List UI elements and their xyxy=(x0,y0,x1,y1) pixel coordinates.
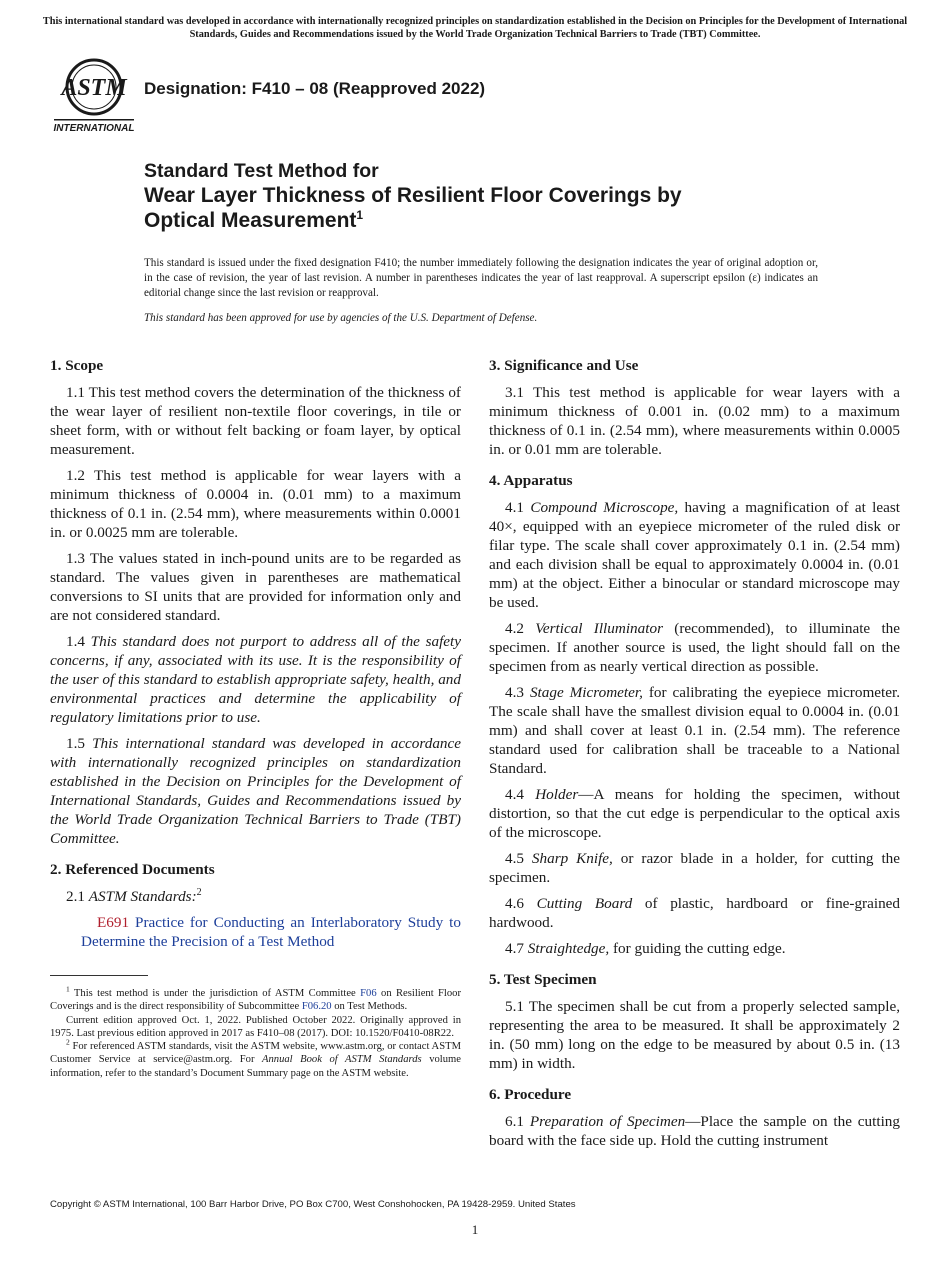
designation: Designation: F410 – 08 (Reapproved 2022) xyxy=(144,79,486,98)
paragraph-text: (recommended), to illuminate the specimen. If another source is used, the light should fall on the specimen from as nearly vertical direction as possible. xyxy=(489,620,900,675)
section-heading-scope: 1. Scope xyxy=(50,357,104,374)
committee-f06-link[interactable]: F06 xyxy=(360,988,377,999)
footnote-text: volume information, refer to the standard’s Document Summary page on the ASTM website. xyxy=(50,1054,461,1079)
copyright-notice: Copyright © ASTM International, 100 Barr Harbor Drive, PO Box C700, West Conshohocken, PA 19428-2959. United States xyxy=(50,1199,576,1210)
paragraph-number: 1.5 xyxy=(66,735,93,752)
section-heading-procedure: 6. Procedure xyxy=(489,1086,572,1103)
footnote-italic-text: Annual Book of ASTM Standards xyxy=(262,1054,422,1066)
paragraph-number: 4.6 xyxy=(505,895,537,912)
document-title xyxy=(144,160,824,233)
paragraph-number: 4.2 xyxy=(505,620,536,637)
paragraph-text: having a magnification of at least 40×, equipped with an eyepiece micrometer of the ruled disk or filar type. The scale shall cover approximately 0.1 in. (2.54 mm) and each division shall be equal to approximately 0.0004 in. (0.01 mm) at the object. Either a binocular or standard microscope may be used. xyxy=(489,499,901,611)
astm-logo-icon xyxy=(52,57,136,135)
paragraph-text: of plastic, hardboard or fine-grained hardwood. xyxy=(489,895,900,931)
top-notice: This international standard was developed in accordance with internationally recognized principles on standardization established in the Decision on Principles for the Development of International Standards, Guides and Recommendations issued by the World Trade Organization Technical Barriers to Trade (TBT) Committee. xyxy=(42,16,908,40)
footnote-text: This test method is under the jurisdiction of ASTM Committee xyxy=(69,988,361,999)
title-line-1: Standard Test Method for xyxy=(144,160,379,182)
paragraph-4-4 xyxy=(489,785,900,842)
section-heading-test-specimen: 5. Test Specimen xyxy=(489,971,597,988)
paragraph-1-4 xyxy=(50,632,461,727)
paragraph-number: 1.4 xyxy=(66,633,91,650)
paragraph-number: 4.7 xyxy=(505,940,528,957)
paragraph-number: 6.1 xyxy=(505,1113,530,1130)
logo-text: INTERNATIONAL xyxy=(53,123,135,134)
footnote-edition: Current edition approved Oct. 1, 2022. Published October 2022. Originally approved in 1975. Last previous edition approved in 2017 as F410–08 (2017). DOI: 10.1520/F0410-08R22. xyxy=(50,1014,461,1039)
paragraph-term: Compound Microscope, xyxy=(530,499,679,516)
paragraph-number: 4.5 xyxy=(505,850,532,867)
title-footnote-mark: 1 xyxy=(356,208,364,222)
paragraph-6-1 xyxy=(489,1112,900,1150)
dod-approval-note: This standard has been approved for use by agencies of the U.S. Department of Defense. xyxy=(144,312,538,324)
reference-e691 xyxy=(50,913,461,951)
paragraph-text: ASTM Standards: xyxy=(88,888,197,905)
paragraph-text: for guiding the cutting edge. xyxy=(609,940,786,957)
paragraph-term: Cutting Board xyxy=(536,895,633,912)
footnote-mark: 1 xyxy=(66,984,70,994)
paragraph-4-1 xyxy=(489,498,900,612)
title-line-2: Wear Layer Thickness of Resilient Floor Coverings by xyxy=(144,184,682,207)
paragraph-term: Preparation of Specimen xyxy=(529,1113,686,1130)
paragraph-number: 4.4 xyxy=(505,786,536,803)
section-heading-apparatus: 4. Apparatus xyxy=(489,472,573,489)
issue-note: This standard is issued under the fixed designation F410; the number immediately following the designation indicates the year of original adoption or, in the case of revision, the year of last revision. A number in parentheses indicates the year of last reapproval. A superscript epsilon (ε) indicates an editorial change since the last revision or reapproval. xyxy=(144,257,818,299)
page-number: 1 xyxy=(471,1222,479,1237)
paragraph-text: This standard does not purport to address all of the safety concerns, if any, associated with its use. It is the responsibility of the user of this standard to establish appropriate safety, health, and environmental practices and determine the applicability of regulatory limitations prior to use. xyxy=(50,633,462,726)
paragraph-text: —A means for holding the specimen, without distortion, so that the cut edge is perpendicular to the optical axis of the microscope. xyxy=(489,786,900,841)
paragraph-3-1: 3.1 This test method is applicable for wear layers with a minimum thickness of 0.001 in. (0.02 mm) to a maximum thickness of 0.1 in. (2.54 mm), where measurements within 0.0005 in. or 0.01 mm are tolerable. xyxy=(489,384,900,458)
paragraph-term: Straightedge, xyxy=(527,940,610,957)
paragraph-text: This international standard was developed in accordance with internationally recognized principles on standardization established in the Decision on Principles for the Development of International Standards, Guides and Recommendations issued by the World Trade Organization Technical Barriers to Trade (TBT) Committee. xyxy=(50,735,462,847)
paragraph-4-6 xyxy=(489,894,900,932)
subcommittee-f06-20-link[interactable]: F06.20 xyxy=(301,1001,332,1013)
footnote-1 xyxy=(50,984,461,1014)
paragraph-number: 4.3 xyxy=(505,684,530,701)
paragraph-text: for calibrating the eyepiece micrometer. The scale shall have the smallest division equal to 0.0004 in. (0.01 mm) and shall cover at least 0.1 in. (2.54 mm). The reference standard used for calibration shall be traceable to a National Standard. xyxy=(489,684,900,777)
footnote-divider xyxy=(50,975,148,976)
paragraph-4-3 xyxy=(489,683,900,778)
paragraph-1-2: 1.2 This test method is applicable for wear layers with a minimum thickness of 0.0004 in. (0.01 mm) to a maximum thickness of 0.1 in. (2.54 mm), where measurements within 0.0001 in. or 0.0025 mm are tolerable. xyxy=(50,467,461,541)
reference-title-link[interactable]: Practice for Conducting an Interlaboratory Study to Determine the Precision of a Test Method xyxy=(81,914,461,950)
section-heading-referenced-documents: 2. Referenced Documents xyxy=(50,861,215,878)
paragraph-2-1 xyxy=(50,887,461,906)
paragraph-4-2 xyxy=(489,619,900,676)
right-column xyxy=(489,356,900,1157)
paragraph-term: Sharp Knife, xyxy=(531,850,613,867)
paragraph-number: 4.1 xyxy=(505,499,531,516)
footnote-text: on Test Methods. xyxy=(331,1001,408,1013)
paragraph-number: 2.1 xyxy=(66,888,89,905)
paragraph-4-5 xyxy=(489,849,900,887)
paragraph-term: Holder xyxy=(535,786,579,803)
footnote-mark: 2 xyxy=(196,886,202,898)
paragraph-term: Stage Micrometer, xyxy=(529,684,643,701)
title-line-3 xyxy=(144,208,824,233)
left-column xyxy=(50,356,461,958)
paragraph-text: —Place the sample on the cutting board with the face side up. Hold the cutting instrument xyxy=(489,1113,900,1149)
footnote-text: For referenced ASTM standards, visit the ASTM website, www.astm.org, or contact ASTM Customer Service at service@astm.org. For xyxy=(50,1041,461,1066)
reference-code-link[interactable]: E691 xyxy=(97,914,130,931)
paragraph-1-5 xyxy=(50,734,461,848)
paragraph-text: or razor blade in a holder, for cutting the specimen. xyxy=(489,850,901,886)
paragraph-5-1: 5.1 The specimen shall be cut from a properly selected sample, representing the area to be measured. It shall be approximately 2 in. (50 mm) long on the edge to be measured by about 0.5 in. (13 mm) in width. xyxy=(489,998,900,1072)
paragraph-4-7 xyxy=(489,939,900,958)
astm-logo xyxy=(52,57,136,135)
footnote-mark: 2 xyxy=(66,1037,70,1047)
logo-letters: ASTM xyxy=(61,75,127,101)
paragraph-1-3: 1.3 The values stated in inch-pound units are to be regarded as standard. The values given in parentheses are mathematical conversions to SI units that are provided for information only and are not considered standard. xyxy=(50,550,461,624)
paragraph-1-1: 1.1 This test method covers the determination of the thickness of the wear layer of resilient non-textile floor coverings, in tile or sheet form, with or without felt backing or foam layer, by optical measurement. xyxy=(50,384,461,458)
title-line-3-text: Optical Measurement xyxy=(144,209,357,232)
paragraph-term: Vertical Illuminator xyxy=(535,620,663,637)
footnote-text: on Resilient Floor Coverings and is the direct responsibility of Subcommittee xyxy=(50,988,461,1013)
footnote-2 xyxy=(50,1037,461,1080)
section-heading-significance: 3. Significance and Use xyxy=(489,357,639,374)
footnotes xyxy=(50,984,461,1080)
